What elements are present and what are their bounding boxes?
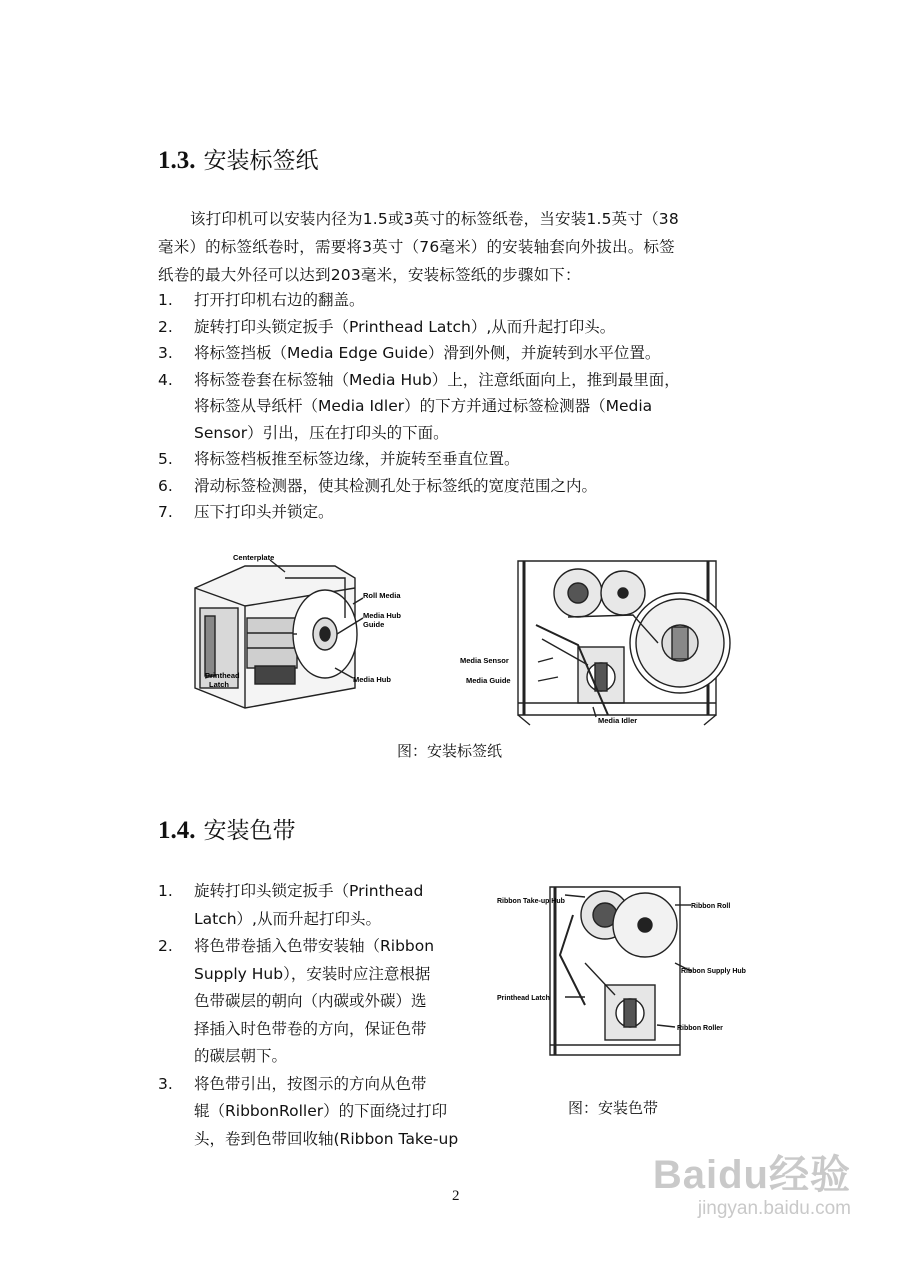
intro-paragraph: [158, 205, 768, 289]
ribbon-steps-list: [158, 878, 498, 1153]
step-text: 将标签卷套在标签轴（Media Hub）上，注意纸面向上，推到最里面，: [194, 370, 680, 389]
step-number: 2.: [158, 937, 173, 955]
step-number: 6.: [158, 476, 173, 495]
list-item: [158, 473, 778, 500]
label-media-idler: Media Idler: [598, 716, 638, 725]
printer-media-figure-right: [458, 555, 743, 730]
watermark-brand: Baidu经验: [652, 1153, 851, 1197]
step-number: 4.: [158, 370, 173, 389]
section-number: 1.3.: [158, 147, 196, 174]
list-item: [158, 340, 778, 367]
list-item: [158, 287, 778, 314]
step-text: 的碳层朝下。: [194, 1047, 288, 1065]
paragraph-line: 毫米）的标签纸卷时，需要将3英寸（76毫米）的安装轴套向外拔出。标签: [158, 238, 675, 256]
list-item: [158, 878, 498, 933]
media-steps-list: [158, 287, 778, 526]
step-number: 5.: [158, 450, 173, 468]
list-item: [158, 499, 778, 526]
label-media-hub: Media Hub: [353, 675, 391, 684]
step-number: 1.: [158, 291, 173, 309]
step-text: 旋转打印头锁定扳手（Printhead: [194, 882, 424, 900]
step-text: 将标签挡板（Media Edge Guide）滑到外侧，并旋转到水平位置。: [194, 344, 661, 362]
step-text: 将标签从导纸杆（Media Idler）的下方并通过标签检测器（Media: [194, 397, 653, 415]
label-ribbon-takeup-hub: Ribbon Take-up Hub: [497, 898, 565, 905]
label-centerplate: Centerplate: [233, 553, 275, 562]
list-item: [158, 933, 498, 1071]
step-number: 2.: [158, 317, 173, 336]
step-text: 将色带引出，按图示的方向从色带: [194, 1074, 427, 1093]
label-printhead-latch: Printhead Latch: [497, 995, 550, 1002]
step-text: 滑动标签检测器，使其检测孔处于标签纸的宽度范围之内。: [194, 476, 598, 495]
step-text: 择插入时色带卷的方向，保证色带: [194, 1019, 427, 1038]
step-text: Latch）,从而升起打印头。: [194, 909, 381, 928]
label-media-sensor: Media Sensor: [460, 656, 509, 665]
step-text: 辊（RibbonRoller）的下面绕过打印: [194, 1102, 448, 1120]
step-text: 旋转打印头锁定扳手（Printhead Latch）,从而升起打印头。: [194, 317, 616, 336]
list-item: [158, 446, 778, 473]
step-number: 3.: [158, 344, 173, 362]
step-number: 7.: [158, 503, 173, 521]
page-number: 2: [452, 1188, 460, 1204]
step-text: 头，卷到色带回收轴(Ribbon Take-up: [194, 1129, 459, 1148]
section-number: 1.4.: [158, 817, 196, 844]
label-printhead-latch-2: Latch: [209, 680, 230, 689]
section-title: 安装色带: [203, 818, 296, 844]
label-ribbon-roll: Ribbon Roll: [691, 903, 731, 910]
figure-caption-ribbon: 图：安装色带: [568, 1099, 659, 1117]
watermark-url: jingyan.baidu.com: [697, 1198, 851, 1219]
printer-media-figure-left: [185, 548, 425, 726]
list-item: [158, 314, 778, 341]
section-heading-1-3: [158, 142, 319, 175]
section-title: 安装标签纸: [203, 148, 319, 174]
step-text: 将色带卷插入色带安装轴（Ribbon: [194, 937, 435, 955]
label-roll-media: Roll Media: [363, 591, 401, 600]
section-heading-1-4: [158, 812, 296, 845]
step-text: 压下打印头并锁定。: [194, 503, 334, 521]
label-media-guide: Media Guide: [466, 676, 511, 685]
label-ribbon-supply-hub: Ribbon Supply Hub: [681, 968, 746, 975]
step-number: 3.: [158, 1074, 173, 1093]
label-printhead-latch-1: Printhead: [205, 671, 240, 680]
baidu-watermark: [653, 1152, 851, 1220]
ribbon-figure: [495, 885, 785, 1065]
label-ribbon-roller: Ribbon Roller: [677, 1025, 723, 1032]
step-number: 1.: [158, 882, 173, 900]
step-text: 打开打印机右边的翻盖。: [194, 291, 365, 309]
label-media-hub-guide-2: Guide: [363, 620, 385, 629]
step-text: Sensor）引出，压在打印头的下面。: [194, 423, 449, 442]
list-item: [158, 367, 778, 447]
step-text: 将标签档板推至标签边缘，并旋转至垂直位置。: [194, 450, 520, 468]
step-text: Supply Hub），安装时应注意根据: [194, 964, 431, 983]
label-media-hub-guide-1: Media Hub: [363, 611, 401, 620]
figure-caption-media: 图：安装标签纸: [397, 742, 503, 760]
step-text: 色带碳层的朝向（内碳或外碳）选: [194, 992, 427, 1010]
list-item: [158, 1071, 498, 1154]
paragraph-line: 纸卷的最大外径可以达到203毫米，安装标签纸的步骤如下：: [158, 266, 581, 284]
paragraph-line: 该打印机可以安装内径为1.5或3英寸的标签纸卷，当安装1.5英寸（38: [190, 210, 679, 228]
